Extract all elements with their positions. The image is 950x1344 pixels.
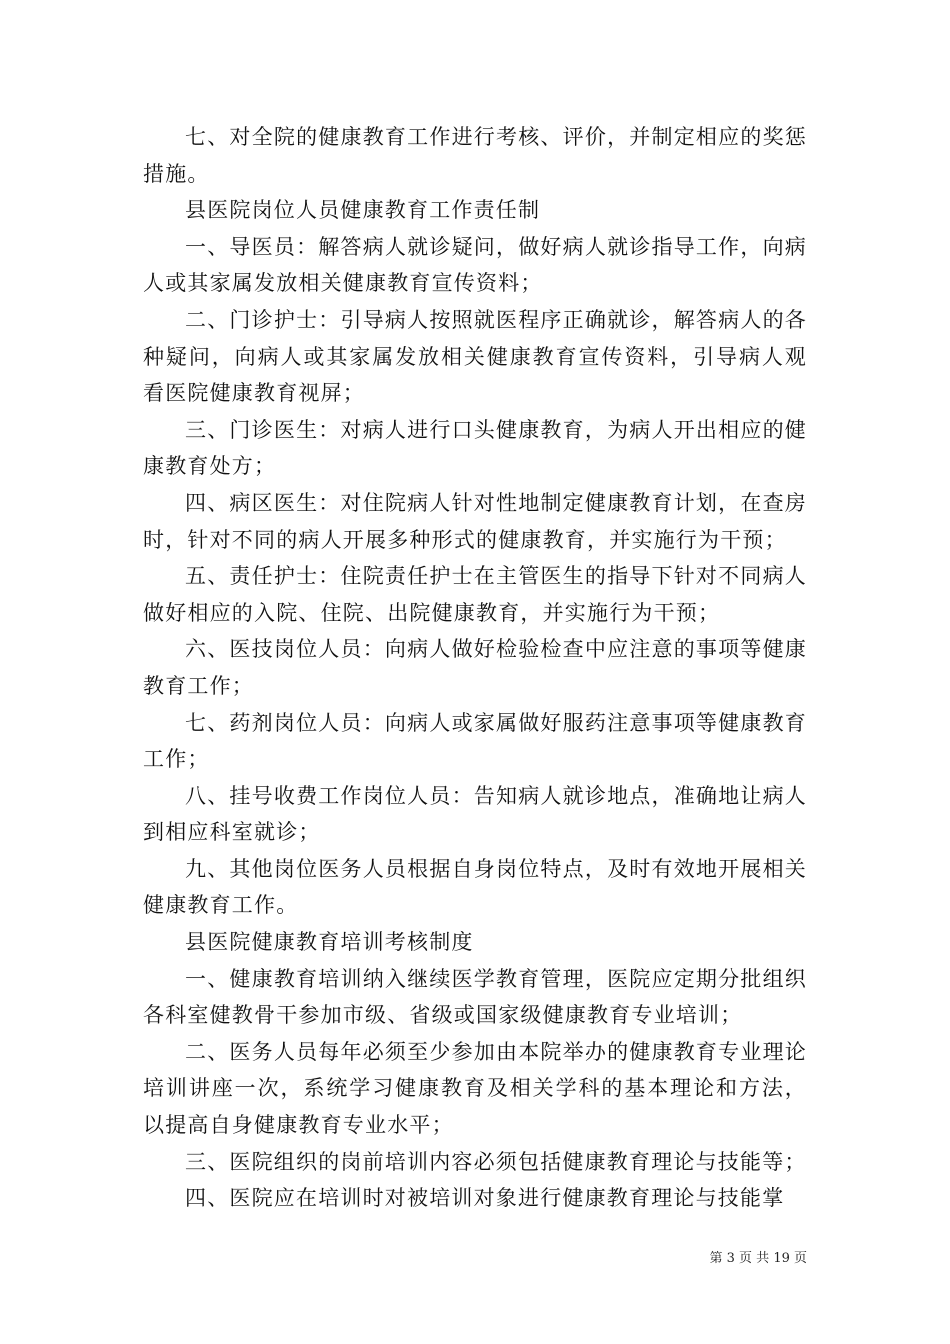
section-heading-training: 县医院健康教育培训考核制度 [185,930,474,955]
paragraph-responsible-nurse: 五、责任护士：住院责任护士在主管医生的指导下针对不同病人做好相应的入院、住院、出院健康教育，并实施行为干预； [143,564,807,625]
paragraph-training-management: 一、健康教育培训纳入继续医学教育管理，医院应定期分批组织各科室健教骨干参加市级、省级或国家级健康教育专业培训； [143,966,807,1028]
paragraph-registration-staff: 八、挂号收费工作岗位人员：告知病人就诊地点，准确地让病人到相应科室就诊； [143,783,807,845]
paragraph-pre-job-training: 三、医院组织的岗前培训内容必须包括健康教育理论与技能等； [185,1149,807,1174]
page-number-footer: 第 3 页 共 19 页 [709,1251,807,1266]
paragraph-other-staff: 九、其他岗位医务人员根据自身岗位特点，及时有效地开展相关健康教育工作。 [143,856,807,918]
paragraph-medical-technician: 六、医技岗位人员：向病人做好检验检查中应注意的事项等健康教育工作； [143,637,807,698]
paragraph-training-assessment: 四、医院应在培训时对被培训对象进行健康教育理论与技能掌 [185,1186,785,1211]
document-body [143,119,807,1217]
section-heading-responsibility: 县医院岗位人员健康教育工作责任制 [185,198,541,223]
paragraph-article-7-assessment: 七、对全院的健康教育工作进行考核、评价，并制定相应的奖惩措施。 [143,125,807,186]
paragraph-ward-doctor: 四、病区医生：对住院病人针对性地制定健康教育计划，在查房时，针对不同的病人开展多种形式的健康教育，并实施行为干预； [143,490,807,552]
paragraph-annual-lecture: 二、医务人员每年必须至少参加由本院举办的健康教育专业理论培训讲座一次，系统学习健康教育及相关学科的基本理论和方法，以提高自身健康教育专业水平； [143,1039,807,1138]
paragraph-outpatient-nurse: 二、门诊护士：引导病人按照就医程序正确就诊，解答病人的各种疑问，向病人或其家属发放相关健康教育宣传资料，引导病人观看医院健康教育视屏； [143,307,807,406]
paragraph-outpatient-doctor: 三、门诊医生：对病人进行口头健康教育，为病人开出相应的健康教育处方； [143,417,807,479]
paragraph-guide-staff: 一、导医员：解答病人就诊疑问，做好病人就诊指导工作，向病人或其家属发放相关健康教育宣传资料； [143,234,807,296]
paragraph-pharmacy-staff: 七、药剂岗位人员：向病人或家属做好服药注意事项等健康教育工作； [143,710,807,772]
